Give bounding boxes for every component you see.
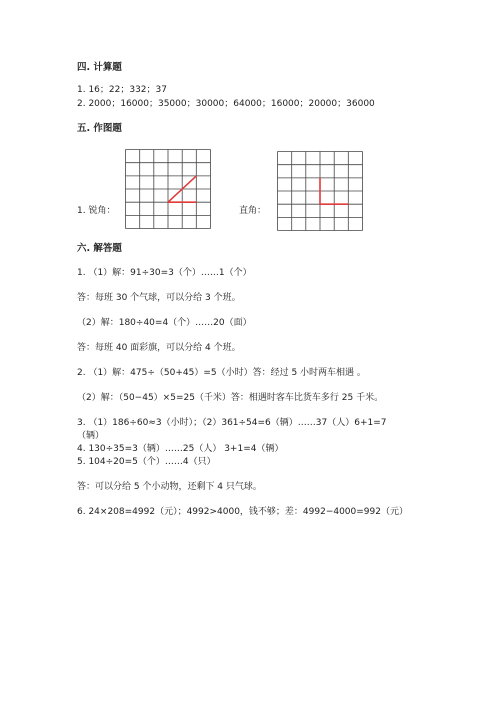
acute-angle-grid (125, 149, 211, 229)
calc-answer-line-2: 2. 2000；16000；35000；30000；64000；16000；20000；36000 (77, 99, 375, 109)
acute-angle-label: 1. 锐角： (77, 206, 116, 216)
answer-line: 2. （1）解：475÷（50+45）=5（小时）答：经过 5 小时两车相遇 。 (77, 368, 366, 378)
answer-line: 答：可以分给 5 个小动物，还剩下 4 只气球。 (77, 482, 262, 492)
answer-line: 6. 24×208=4992（元）；4992>4000，钱不够；差：4992−4000=992（元） (77, 507, 408, 517)
answer-line: （2）解：（50−45）×5=25（千米）答：相遇时客车比货车多行 25 千米。 (77, 393, 384, 403)
right-angle-grid (277, 151, 363, 231)
answer-line: 答：每班 40 面彩旗，可以分给 4 个班。 (77, 343, 241, 353)
answer-line: 5. 104÷20=5（个）……4（只） (77, 457, 216, 467)
answer-line: （2）解：180÷40=4（个）……20（面） (77, 318, 252, 328)
answer-line: 4. 130÷35=3（辆）……25（人） 3+1=4（辆） (77, 444, 284, 454)
section-4-title: 四. 计算题 (77, 62, 122, 73)
answer-line: 答：每班 30 个气球，可以分给 3 个班。 (77, 293, 241, 303)
answer-line: 1. （1）解：91÷30=3（个）……1（个） (77, 268, 252, 278)
answer-line: （辆） (77, 431, 105, 441)
calc-answer-line-1: 1. 16；22；332；37 (77, 85, 167, 95)
right-angle-label: 直角： (239, 206, 267, 216)
section-5-title: 五. 作图题 (77, 123, 122, 134)
section-6-title: 六. 解答题 (77, 243, 122, 254)
answer-line: 3. （1）186÷60≈3（小时）；（2）361÷54=6（辆）……37（人）6+1=7 (77, 418, 387, 428)
